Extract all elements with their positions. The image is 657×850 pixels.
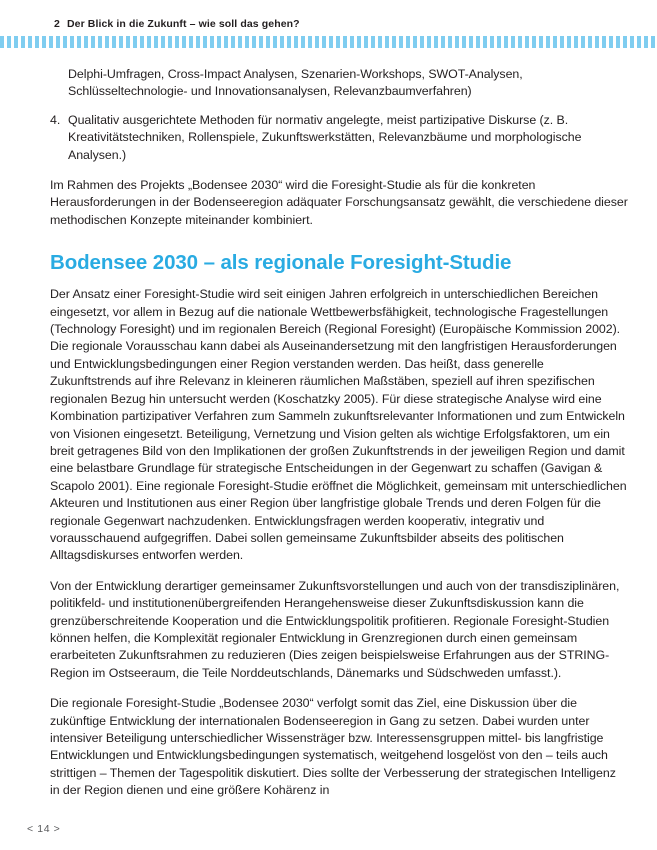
page-number-folio: < 14 > bbox=[27, 823, 61, 835]
list-item-3-continuation: Delphi-Umfragen, Cross-Impact Analysen, Szenarien-Workshops, SWOT-Analysen, Schlüsseltechnologie- und Innovationsanalysen, Relevanzbaumverfahren) bbox=[68, 67, 523, 99]
page-content-column bbox=[50, 66, 628, 813]
paragraph-1: Im Rahmen des Projekts „Bodensee 2030“ wird die Foresight-Studie als für die konkreten Herausforderungen in der Bodenseeregion adäquater Forschungsansatz gewählt, die verschiedene dieser methodischen Konzepte miteinander kombiniert. bbox=[50, 178, 628, 227]
running-header bbox=[54, 18, 300, 30]
running-header-chapter-title: Der Blick in die Zukunft – wie soll das gehen? bbox=[66, 18, 300, 30]
paragraph-3: Von der Entwicklung derartiger gemeinsamer Zukunftsvorstellungen und auch von der transdisziplinären, politikfeld- und institutionenübergreifenden Herangehensweise dieser Zukunftsdiskussion kann die grenzüberschreitende Kooperation und die Entwicklungspolitik profitieren. Regionale Foresight-Studien können helfen, die Komplexität regionaler Entwicklung in Grenzregionen durch einen gemeinsam erarbeiteten Zukunftsrahmen zu reduzieren (Dies zeigen beispielsweise Erfahrungen aus der STRING-Region im Ostseeraum, die Teile Norddeutschlands, Dänemarks und Südschweden umfasst.). bbox=[50, 578, 620, 680]
paragraph-2: Der Ansatz einer Foresight-Studie wird seit einigen Jahren erfolgreich in unterschiedlichen Bereichen eingesetzt, vor allem in Bezug auf die nationale Wettbewerbsfähigkeit, technologische Fragestellungen (Technology Foresight) und im regionalen Bereich (Regional Foresight) (Europäische Kommission 2002). Die regionale Vorausschau kann dabei als Auseinandersetzung mit den langfristigen Herausforderungen und Entwicklungsbedingungen einer Region verstanden werden. Das heißt, dass generelle Zukunftstrends auf ihre Relevanz in kleineren räumlichen Maßstäben, speziell auf ihren spezifischen regionalen Bezug hin untersucht werden (Koschatzky 2005). Für diese strategische Analyse wird eine Kombination partizipativer Verfahren zum Sammeln zukunftsrelevanter Informationen und zum Entwickeln von Visionen eingesetzt. Beteiligung, Vernetzung und Vision gelten als wichtige Erfolgsfaktoren, um ein breit getragenes Bild von den Implikationen der großen Zukunftstrends in der jeweiligen Region und damit eine belastbare Grundlage für strategische Entscheidungen in der Gegenwart zu schaffen (Gavigan & Scapolo 2001). Eine regionale Foresight-Studie eröffnet die Möglichkeit, gemeinsam mit unterschiedlichen Akteuren und Institutionen aus einer Region über langfristige globale Trends und deren Folgen für die regionale Gegenwart nachzudenken. Entwicklungsfragen werden kooperativ, integrativ und vorausschauend aufgegriffen. Dabei sollen gemeinsame Zukunftsbilder abseits des politischen Alltagsdiskurses entworfen werden. bbox=[50, 287, 627, 563]
list-item-4-number: 4. bbox=[50, 112, 61, 127]
dashed-rule-decoration bbox=[0, 36, 657, 48]
running-header-chapter-number: 2 bbox=[54, 18, 60, 30]
list-item-4-text: Qualitativ ausgerichtete Methoden für normativ angelegte, meist partizipative Diskurse (z. B. Kreativitätstechniken, Rollenspiele, Zukunftswerkstätten, Relevanzbäume und morphologische Analysen.) bbox=[68, 112, 582, 162]
list-item-4 bbox=[50, 112, 628, 164]
section-heading: Bodensee 2030 – als regionale Foresight-Studie bbox=[50, 251, 512, 275]
paragraph-4: Die regionale Foresight-Studie „Bodensee 2030“ verfolgt somit das Ziel, eine Diskussion über die zukünftige Entwicklung der internationalen Bodenseeregion in Gang zu setzen. Dabei wurden unter intensiver Beteiligung unterschiedlicher Wissensträger bzw. Interessensgruppen mittel- bis langfristige Entwicklungen und Entwicklungsbedingungen systematisch, weitgehend losgelöst von den – teils auch strittigen – Themen der Tagespolitik diskutiert. Dies sollte der Verbesserung der strategischen Intelligenz in der Region dienen und eine größere Kohärenz in bbox=[50, 696, 616, 798]
